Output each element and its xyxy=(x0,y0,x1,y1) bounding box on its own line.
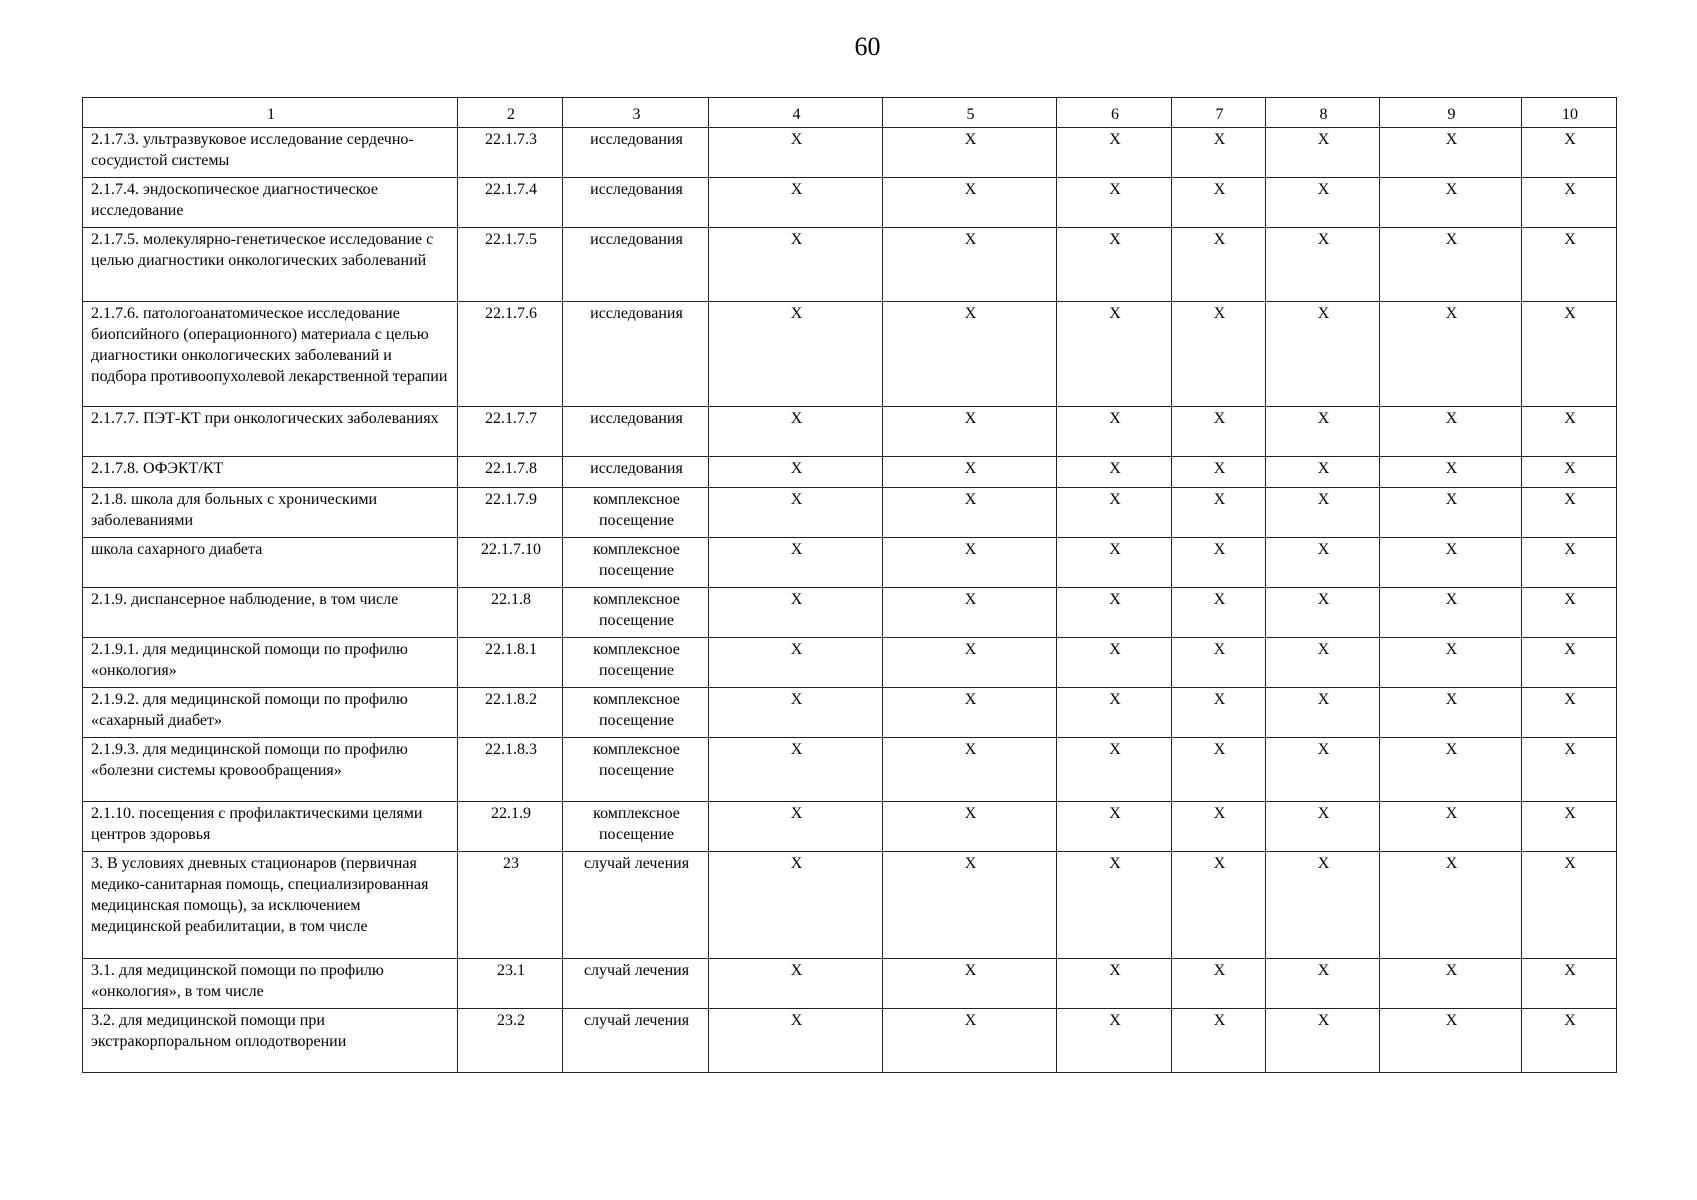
row-value-cell: X xyxy=(1057,457,1172,488)
row-code-cell: 22.1.8 xyxy=(458,588,563,638)
row-value-cell: X xyxy=(1172,128,1266,178)
page-number: 60 xyxy=(854,32,881,61)
row-value-cell: X xyxy=(709,688,883,738)
row-value-cell: X xyxy=(1172,302,1266,407)
row-unit-cell: комплексное посещение xyxy=(563,488,709,538)
row-value-cell: X xyxy=(1057,638,1172,688)
row-code-cell: 23.1 xyxy=(458,959,563,1009)
table-row xyxy=(83,178,1617,228)
row-value-cell: X xyxy=(1172,588,1266,638)
row-value-cell: X xyxy=(883,852,1057,959)
row-unit-cell: комплексное посещение xyxy=(563,538,709,588)
table-row xyxy=(83,1009,1617,1073)
row-unit-cell: комплексное посещение xyxy=(563,802,709,852)
row-value-cell: X xyxy=(1380,457,1522,488)
row-unit-cell: исследования xyxy=(563,457,709,488)
row-value-cell: X xyxy=(1522,457,1617,488)
row-code-cell: 22.1.8.3 xyxy=(458,738,563,802)
row-value-cell: X xyxy=(883,638,1057,688)
row-name-cell: 2.1.7.3. ультразвуковое исследование сердечно-сосудистой системы xyxy=(83,128,458,178)
row-value-cell: X xyxy=(1522,959,1617,1009)
row-unit-cell: исследования xyxy=(563,228,709,302)
row-value-cell: X xyxy=(1266,178,1380,228)
row-value-cell: X xyxy=(1172,852,1266,959)
row-value-cell: X xyxy=(883,959,1057,1009)
table-row xyxy=(83,638,1617,688)
row-value-cell: X xyxy=(1522,588,1617,638)
row-value-cell: X xyxy=(709,128,883,178)
row-value-cell: X xyxy=(1522,738,1617,802)
row-value-cell: X xyxy=(1380,738,1522,802)
column-header: 5 xyxy=(883,98,1057,128)
row-value-cell: X xyxy=(1266,1009,1380,1073)
column-header: 7 xyxy=(1172,98,1266,128)
row-name-cell: 3.2. для медицинской помощи при экстракорпоральном оплодотворении xyxy=(83,1009,458,1073)
row-unit-cell: случай лечения xyxy=(563,1009,709,1073)
row-name-cell: 2.1.9.3. для медицинской помощи по профилю «болезни системы кровообращения» xyxy=(83,738,458,802)
row-value-cell: X xyxy=(1172,638,1266,688)
row-value-cell: X xyxy=(1522,852,1617,959)
row-value-cell: X xyxy=(1522,488,1617,538)
table-row xyxy=(83,538,1617,588)
row-value-cell: X xyxy=(1522,128,1617,178)
row-value-cell: X xyxy=(1057,407,1172,457)
row-value-cell: X xyxy=(1380,959,1522,1009)
row-unit-cell: исследования xyxy=(563,407,709,457)
row-code-cell: 22.1.7.7 xyxy=(458,407,563,457)
row-value-cell: X xyxy=(709,1009,883,1073)
row-value-cell: X xyxy=(1380,488,1522,538)
row-value-cell: X xyxy=(1266,488,1380,538)
row-code-cell: 22.1.7.9 xyxy=(458,488,563,538)
row-name-cell: 2.1.7.7. ПЭТ-КТ при онкологических заболеваниях xyxy=(83,407,458,457)
row-value-cell: X xyxy=(1266,588,1380,638)
row-value-cell: X xyxy=(709,852,883,959)
row-value-cell: X xyxy=(1266,688,1380,738)
row-value-cell: X xyxy=(883,178,1057,228)
row-unit-cell: комплексное посещение xyxy=(563,588,709,638)
row-value-cell: X xyxy=(1266,128,1380,178)
row-name-cell: 2.1.9. диспансерное наблюдение, в том числе xyxy=(83,588,458,638)
row-value-cell: X xyxy=(709,588,883,638)
row-code-cell: 22.1.9 xyxy=(458,802,563,852)
table-row xyxy=(83,738,1617,802)
row-value-cell: X xyxy=(1172,538,1266,588)
row-code-cell: 23.2 xyxy=(458,1009,563,1073)
row-unit-cell: исследования xyxy=(563,178,709,228)
row-name-cell: 2.1.7.5. молекулярно-генетическое исследование с целью диагностики онкологических заболеваний xyxy=(83,228,458,302)
row-value-cell: X xyxy=(1057,738,1172,802)
row-code-cell: 23 xyxy=(458,852,563,959)
row-value-cell: X xyxy=(709,407,883,457)
row-value-cell: X xyxy=(1057,852,1172,959)
column-header: 4 xyxy=(709,98,883,128)
row-value-cell: X xyxy=(883,128,1057,178)
row-code-cell: 22.1.7.8 xyxy=(458,457,563,488)
row-value-cell: X xyxy=(709,302,883,407)
table-row xyxy=(83,228,1617,302)
row-value-cell: X xyxy=(1266,302,1380,407)
column-header: 2 xyxy=(458,98,563,128)
row-value-cell: X xyxy=(1057,588,1172,638)
row-value-cell: X xyxy=(883,407,1057,457)
row-value-cell: X xyxy=(1380,588,1522,638)
row-name-cell: 2.1.7.4. эндоскопическое диагностическое исследование xyxy=(83,178,458,228)
row-value-cell: X xyxy=(1057,488,1172,538)
row-value-cell: X xyxy=(1057,688,1172,738)
column-header: 10 xyxy=(1522,98,1617,128)
row-name-cell: 2.1.10. посещения с профилактическими целями центров здоровья xyxy=(83,802,458,852)
table-row xyxy=(83,588,1617,638)
table-row xyxy=(83,802,1617,852)
row-code-cell: 22.1.7.6 xyxy=(458,302,563,407)
column-number-row xyxy=(83,98,1617,128)
row-name-cell: школа сахарного диабета xyxy=(83,538,458,588)
row-value-cell: X xyxy=(1172,959,1266,1009)
row-name-cell: 3. В условиях дневных стационаров (первичная медико-санитарная помощь, специализированная медицинская помощь), за исключением медицинской реабилитации, в том числе xyxy=(83,852,458,959)
table-row xyxy=(83,128,1617,178)
row-value-cell: X xyxy=(883,802,1057,852)
row-value-cell: X xyxy=(883,228,1057,302)
row-value-cell: X xyxy=(1522,688,1617,738)
row-value-cell: X xyxy=(1172,688,1266,738)
row-value-cell: X xyxy=(1172,802,1266,852)
row-value-cell: X xyxy=(1380,178,1522,228)
table-row xyxy=(83,688,1617,738)
row-value-cell: X xyxy=(1057,228,1172,302)
row-value-cell: X xyxy=(1172,178,1266,228)
row-value-cell: X xyxy=(709,638,883,688)
row-unit-cell: комплексное посещение xyxy=(563,688,709,738)
row-value-cell: X xyxy=(1057,959,1172,1009)
row-value-cell: X xyxy=(709,959,883,1009)
column-header: 6 xyxy=(1057,98,1172,128)
row-value-cell: X xyxy=(1522,302,1617,407)
row-value-cell: X xyxy=(883,1009,1057,1073)
column-header: 8 xyxy=(1266,98,1380,128)
row-value-cell: X xyxy=(1522,638,1617,688)
row-value-cell: X xyxy=(1172,738,1266,802)
row-value-cell: X xyxy=(1057,178,1172,228)
row-code-cell: 22.1.7.3 xyxy=(458,128,563,178)
row-code-cell: 22.1.7.5 xyxy=(458,228,563,302)
row-value-cell: X xyxy=(1380,852,1522,959)
data-table xyxy=(82,97,1617,1073)
row-name-cell: 2.1.8. школа для больных с хроническими заболеваниями xyxy=(83,488,458,538)
row-value-cell: X xyxy=(1057,1009,1172,1073)
table-row xyxy=(83,488,1617,538)
row-value-cell: X xyxy=(883,457,1057,488)
row-name-cell: 2.1.9.2. для медицинской помощи по профилю «сахарный диабет» xyxy=(83,688,458,738)
row-value-cell: X xyxy=(883,538,1057,588)
row-unit-cell: исследования xyxy=(563,128,709,178)
row-value-cell: X xyxy=(709,178,883,228)
row-value-cell: X xyxy=(1380,407,1522,457)
column-header: 9 xyxy=(1380,98,1522,128)
row-value-cell: X xyxy=(1522,178,1617,228)
column-header: 1 xyxy=(83,98,458,128)
row-code-cell: 22.1.8.2 xyxy=(458,688,563,738)
row-value-cell: X xyxy=(709,457,883,488)
row-value-cell: X xyxy=(883,688,1057,738)
row-value-cell: X xyxy=(883,588,1057,638)
row-value-cell: X xyxy=(1380,638,1522,688)
row-value-cell: X xyxy=(1057,128,1172,178)
table-row xyxy=(83,302,1617,407)
row-value-cell: X xyxy=(883,488,1057,538)
row-unit-cell: комплексное посещение xyxy=(563,638,709,688)
row-value-cell: X xyxy=(1172,457,1266,488)
row-value-cell: X xyxy=(1172,228,1266,302)
row-value-cell: X xyxy=(709,802,883,852)
table-row xyxy=(83,959,1617,1009)
row-value-cell: X xyxy=(1522,802,1617,852)
row-value-cell: X xyxy=(1266,407,1380,457)
row-value-cell: X xyxy=(1057,538,1172,588)
row-value-cell: X xyxy=(1266,738,1380,802)
row-value-cell: X xyxy=(1522,228,1617,302)
row-code-cell: 22.1.8.1 xyxy=(458,638,563,688)
row-value-cell: X xyxy=(709,538,883,588)
table-row xyxy=(83,852,1617,959)
row-unit-cell: исследования xyxy=(563,302,709,407)
row-value-cell: X xyxy=(883,738,1057,802)
row-value-cell: X xyxy=(709,738,883,802)
row-value-cell: X xyxy=(1266,959,1380,1009)
row-value-cell: X xyxy=(1380,802,1522,852)
row-code-cell: 22.1.7.10 xyxy=(458,538,563,588)
row-value-cell: X xyxy=(1266,802,1380,852)
row-unit-cell: случай лечения xyxy=(563,959,709,1009)
row-name-cell: 2.1.7.8. ОФЭКТ/КТ xyxy=(83,457,458,488)
row-value-cell: X xyxy=(1172,488,1266,538)
row-value-cell: X xyxy=(1266,852,1380,959)
row-unit-cell: случай лечения xyxy=(563,852,709,959)
row-value-cell: X xyxy=(1522,407,1617,457)
row-unit-cell: комплексное посещение xyxy=(563,738,709,802)
row-value-cell: X xyxy=(1522,1009,1617,1073)
row-code-cell: 22.1.7.4 xyxy=(458,178,563,228)
row-value-cell: X xyxy=(1380,128,1522,178)
row-value-cell: X xyxy=(1266,538,1380,588)
table-row xyxy=(83,457,1617,488)
row-value-cell: X xyxy=(1172,407,1266,457)
row-value-cell: X xyxy=(1057,302,1172,407)
row-value-cell: X xyxy=(1380,228,1522,302)
row-value-cell: X xyxy=(1522,538,1617,588)
row-name-cell: 3.1. для медицинской помощи по профилю «онкология», в том числе xyxy=(83,959,458,1009)
row-value-cell: X xyxy=(1380,688,1522,738)
row-value-cell: X xyxy=(1380,538,1522,588)
column-header: 3 xyxy=(563,98,709,128)
row-name-cell: 2.1.7.6. патологоанатомическое исследование биопсийного (операционного) материала с целью диагностики онкологических заболеваний и подбора противоопухолевой лекарственной терапии xyxy=(83,302,458,407)
row-value-cell: X xyxy=(709,488,883,538)
row-name-cell: 2.1.9.1. для медицинской помощи по профилю «онкология» xyxy=(83,638,458,688)
row-value-cell: X xyxy=(1266,638,1380,688)
row-value-cell: X xyxy=(1266,457,1380,488)
row-value-cell: X xyxy=(709,228,883,302)
row-value-cell: X xyxy=(1172,1009,1266,1073)
table-body xyxy=(83,98,1617,1073)
row-value-cell: X xyxy=(1057,802,1172,852)
row-value-cell: X xyxy=(883,302,1057,407)
row-value-cell: X xyxy=(1380,1009,1522,1073)
row-value-cell: X xyxy=(1380,302,1522,407)
table-row xyxy=(83,407,1617,457)
row-value-cell: X xyxy=(1266,228,1380,302)
